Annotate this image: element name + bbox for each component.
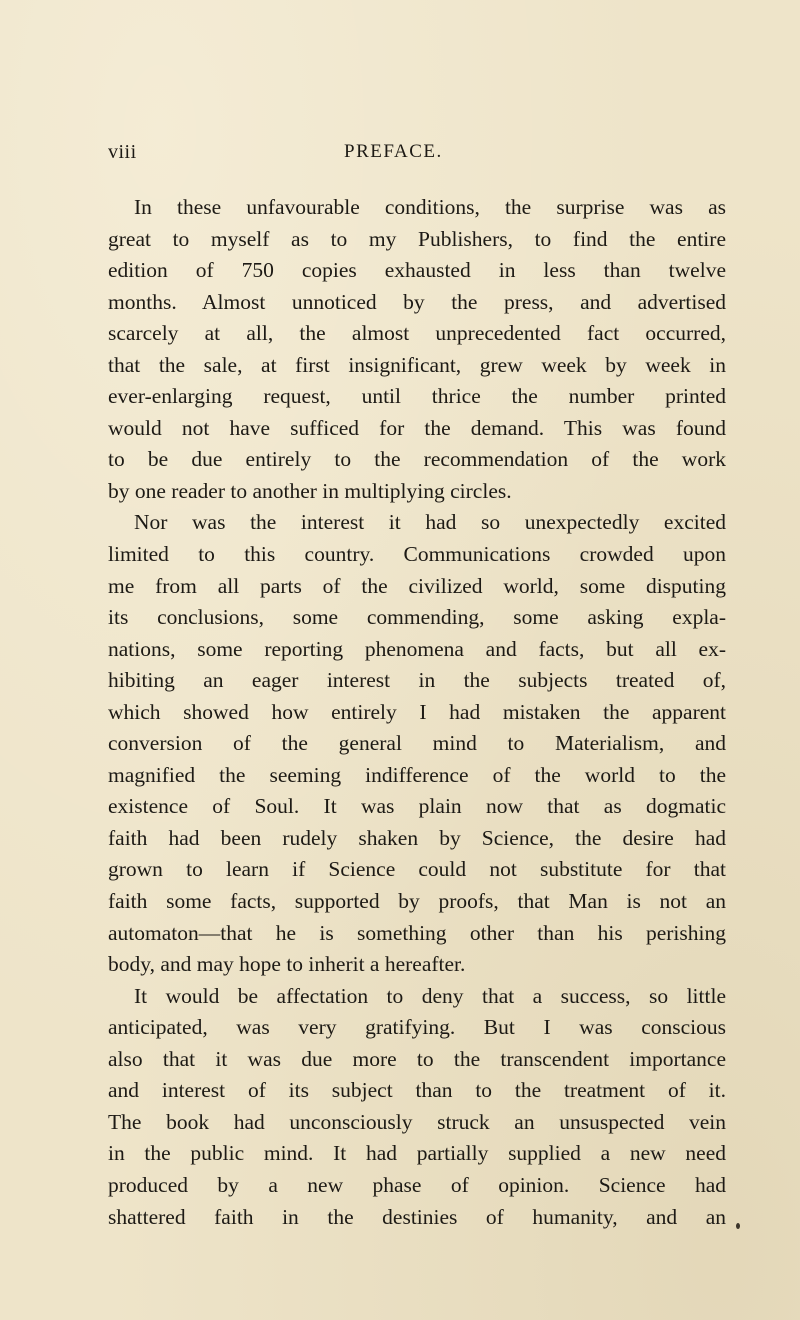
text-line: body, and may hope to inherit a hereafter. [108,952,466,977]
text-line: magnified the seeming indifference of the world to the [108,762,726,787]
text-line: It would be affectation to deny that a success, so little [134,983,726,1008]
ink-speck [736,1223,740,1229]
running-title: PREFACE. [344,141,443,162]
text-line: faith some facts, supported by proofs, that Man is not an [108,889,726,914]
text-line: that the sale, at first insignificant, grew week by week in [108,352,726,377]
text-line: edition of 750 copies exhausted in less than twelve [108,258,726,283]
text-line: to be due entirely to the recommendation of the work [108,447,726,472]
text-line: its conclusions, some commending, some asking expla- [108,605,726,630]
page-header [108,141,708,167]
text-line: In these unfavourable conditions, the surprise was as [134,195,726,219]
text-line: faith had been rudely shaken by Science, the desire had [108,825,726,850]
text-line: ever-enlarging request, until thrice the number printed [108,384,726,409]
text-line: shattered faith in the destinies of humanity, and an [108,1204,726,1229]
text-line: automaton—that he is something other than his perishing [108,920,726,945]
page-number: viii [108,141,137,163]
text-line: existence of Soul. It was plain now that as dogmatic [108,794,726,819]
text-line: me from all parts of the civilized world, some disputing [108,573,726,598]
text-line: months. Almost unnoticed by the press, and advertised [108,289,726,314]
text-line: conversion of the general mind to Materialism, and [108,731,726,756]
text-line: scarcely at all, the almost unprecedented fact occurred, [108,321,726,346]
text-line: would not have sufficed for the demand. This was found [108,415,726,440]
text-line: anticipated, was very gratifying. But I was conscious [108,1015,726,1040]
text-line: in the public mind. It had partially supplied a new need [108,1141,726,1166]
text-line: grown to learn if Science could not substitute for that [108,857,726,882]
text-line: also that it was due more to the transcendent importance [108,1046,726,1071]
text-line: nations, some reporting phenomena and facts, but all ex- [108,636,726,661]
body-text [108,192,726,1233]
text-line: great to myself as to my Publishers, to find the entire [108,226,726,251]
text-line: which showed how entirely I had mistaken the apparent [108,699,726,724]
text-line: Nor was the interest it had so unexpectedly excited [134,510,726,535]
text-line: hibiting an eager interest in the subjects treated of, [108,668,726,693]
text-line: and interest of its subject than to the treatment of it. [108,1078,726,1103]
text-line: produced by a new phase of opinion. Science had [108,1172,726,1197]
text-line: limited to this country. Communications crowded upon [108,542,726,567]
text-line: The book had unconsciously struck an unsuspected vein [108,1109,726,1134]
text-line: by one reader to another in multiplying circles. [108,478,512,503]
